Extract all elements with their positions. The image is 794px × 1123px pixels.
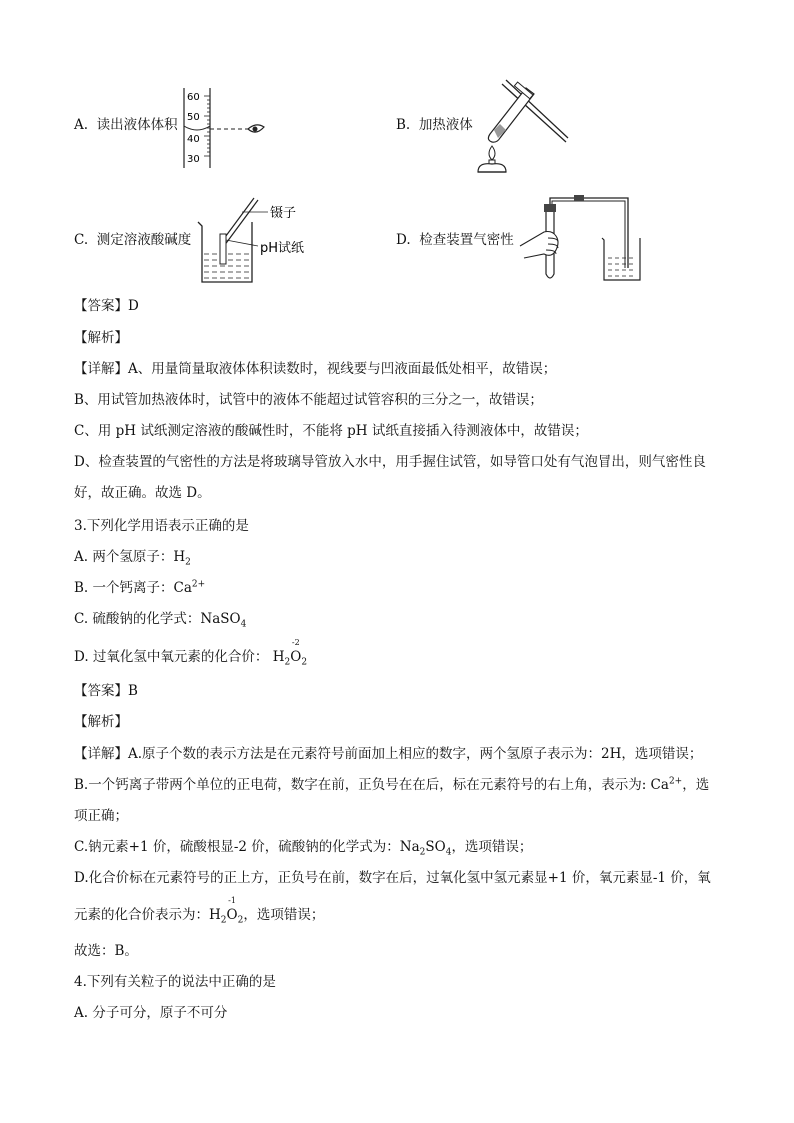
option-text: A. 两个氢原子：H [74, 549, 186, 565]
superscript: 2+ [191, 579, 206, 590]
option-d [396, 231, 514, 249]
tick-label: 40 [187, 134, 200, 145]
q4-option-a: A. 分子可分，原子不可分 [74, 1005, 228, 1021]
detail-tag: 【详解】 [74, 746, 128, 762]
q3-option-b [74, 579, 205, 597]
tweezers-label: 镊子 [270, 206, 297, 221]
option-a [74, 116, 178, 134]
eye-icon [248, 125, 264, 132]
q3-detail-b [74, 776, 709, 794]
q3-detail-c [74, 838, 532, 856]
q3-option-d [74, 638, 308, 668]
option-c [74, 231, 191, 249]
answer-tag: 【答案】 [74, 683, 128, 699]
option-b [396, 116, 473, 134]
formula-h2o2 [272, 638, 308, 668]
q3-answer [74, 682, 138, 700]
figure-graduated-cylinder [178, 86, 268, 172]
tick-label: 50 [187, 112, 200, 123]
subscript: 4 [240, 619, 247, 630]
tick-label: 30 [187, 154, 200, 165]
q3-conclusion: 故选：B。 [74, 943, 138, 959]
q2-answer [74, 297, 139, 315]
q3-detail-d: D.化合价标在元素符号的正上方，正负号在前，数字在后，过氧化氢中氢元素显+1 价，氧元素显-1 价，氧 [74, 870, 711, 886]
subscript: 2 [301, 657, 308, 668]
subscript: 2 [284, 657, 291, 668]
formula-h: H [272, 649, 285, 665]
tick-label: 60 [187, 92, 200, 103]
figure-airtightness-check [516, 192, 646, 284]
option-label: C. [74, 232, 89, 248]
superscript: 2+ [668, 776, 683, 787]
detail-text: 元素的化合价表示为： [74, 907, 209, 923]
formula-h2o2 [209, 896, 244, 926]
valence-mark: -1 [228, 896, 236, 905]
q3-stem: 3.下列化学用语表示正确的是 [74, 518, 249, 534]
subscript: 2 [237, 915, 244, 926]
option-text: 检查装置气密性 [419, 232, 514, 248]
q3-detail-b-cont: 项正确； [74, 808, 128, 824]
option-text: 读出液体体积 [96, 117, 178, 133]
q4-stem: 4.下列有关粒子的说法中正确的是 [74, 974, 276, 990]
q2-detail-c: C、用 pH 试纸测定溶液的酸碱性时，不能将 pH 试纸直接插入待测液体中，故错误； [74, 423, 588, 439]
detail-tag: 【详解】 [74, 361, 128, 377]
option-text: D. 过氧化氢中氧元素的化合价： [74, 649, 269, 665]
subscript: 2 [419, 847, 426, 858]
q3-analysis-tag: 【解析】 [74, 714, 128, 730]
detail-text: C.钠元素+1 价，硫酸根显-2 价，硫酸钠的化学式为：Na [74, 839, 420, 855]
figure-heating-test-tube [470, 76, 570, 176]
detail-text: A.原子个数的表示方法是在元素符号前面加上相应的数字，两个氢原子表示为：2H，选项错误； [128, 746, 703, 762]
option-label: D. [396, 232, 411, 248]
option-label: A. [74, 117, 89, 133]
valence-mark: -2 [291, 638, 300, 647]
answer-value: D [128, 298, 139, 314]
option-text: B. 一个钙离子：Ca [74, 580, 192, 596]
q3-detail-d-cont [74, 896, 325, 926]
subscript: 2 [185, 557, 191, 568]
hand-icon [520, 232, 558, 259]
subscript: 2 [220, 915, 227, 926]
detail-text: ，选项错误； [451, 839, 533, 855]
option-text: 测定溶液酸碱度 [96, 232, 192, 248]
detail-text: A、用量筒量取液体体积读数时，视线要与凹液面最低处相平，故错误； [128, 361, 557, 377]
q2-detail-d-cont: 好，故正确。故选 D。 [74, 485, 211, 501]
answer-value: B [128, 683, 138, 699]
figure-ph-test [190, 190, 310, 286]
q3-detail-a [74, 745, 702, 763]
formula-h: H [209, 907, 221, 923]
q2-analysis-tag: 【解析】 [74, 330, 128, 346]
detail-text: ，选项错误； [243, 907, 325, 923]
q3-option-c [74, 610, 246, 628]
option-text: 加热液体 [418, 117, 473, 133]
q3-option-a [74, 548, 191, 566]
q2-detail-a [74, 360, 556, 378]
formula-o: O [290, 649, 302, 665]
q2-detail-b: B、用试管加热液体时，试管中的液体不能超过试管容积的三分之一，故错误； [74, 392, 543, 408]
option-label: B. [396, 117, 411, 133]
detail-text: ，选 [682, 777, 710, 793]
ph-paper-label: pH试纸 [260, 241, 305, 256]
option-text: C. 硫酸钠的化学式：NaSO [74, 611, 241, 627]
detail-text: SO [425, 839, 446, 855]
detail-text: B.一个钙离子带两个单位的正电荷，数字在前，正负号在在后，标在元素符号的右上角，表示为: Ca [74, 777, 669, 793]
subscript: 4 [445, 847, 452, 858]
answer-tag: 【答案】 [74, 298, 128, 314]
formula-o: O [226, 907, 238, 923]
q2-detail-d: D、检查装置的气密性的方法是将玻璃导管放入水中，用手握住试管，如导管口处有气泡冒出，则气密性良 [74, 454, 706, 470]
